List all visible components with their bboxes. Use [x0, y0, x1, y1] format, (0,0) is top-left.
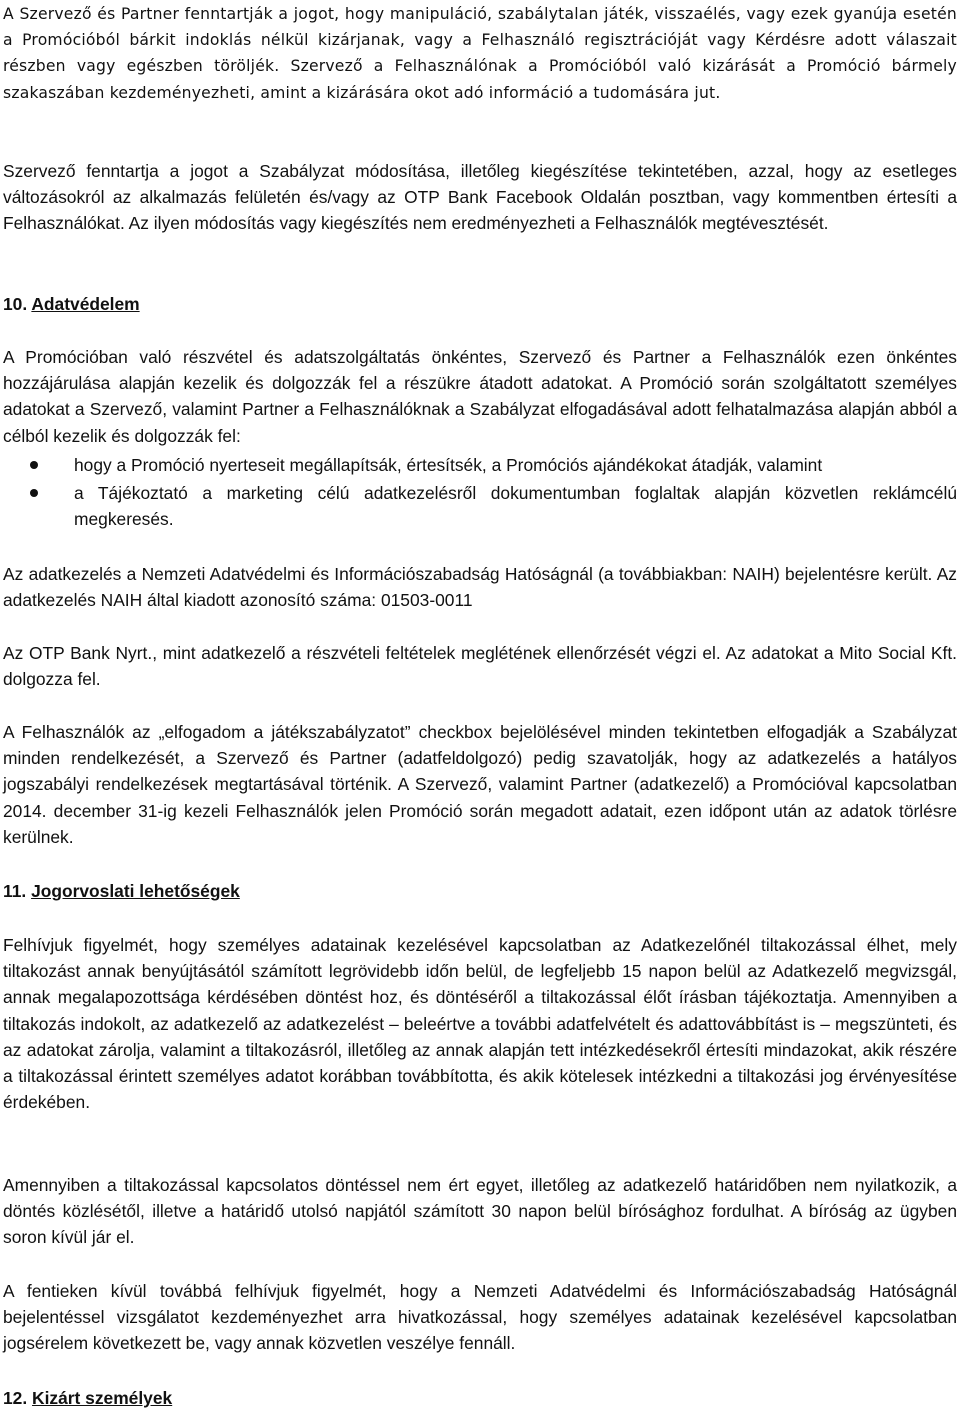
bullet-icon	[30, 489, 38, 497]
purpose-list	[3, 452, 957, 535]
list-item	[3, 452, 957, 478]
list-item-text: hogy a Promóció nyerteseit megállapítsák, értesítsék, a Promóciós ajándékokat átadják, valamint	[74, 455, 823, 475]
section-number: 12.	[3, 1388, 28, 1408]
paragraph-exclusion-rights: A Szervező és Partner fenntartják a jogot, hogy manipuláció, szabálytalan játék, visszaélés, vagy ezek gyanúja esetén a Promócióból bárkit indoklás nélkül kizárjanak, vagy a Felhasználó regisztrációját vagy Kérdésre adott válaszait részben vagy egészben töröljék. Szervező a Felhasználónak a Promócióból való kizárását a Promóció bármely szakaszában kezdeményezheti, amint a kizárására okot adó információ a tudomására jut.	[3, 5, 957, 102]
section-heading-11	[3, 878, 240, 904]
section-heading-12	[3, 1385, 172, 1411]
list-item-text: a Tájékoztató a marketing célú adatkezelésről dokumentumban foglaltak alapján közvetlen reklámcélú megkeresés.	[74, 483, 957, 530]
section-number: 11.	[3, 881, 27, 901]
paragraph-naih-registration: Az adatkezelés a Nemzeti Adatvédelmi és Információszabadság Hatóságnál (a továbbiakban: NAIH) bejelentésre került. Az adatkezelés NAIH által kiadott azonosító száma: 01503-0011	[3, 564, 957, 611]
section-number: 10.	[3, 294, 28, 314]
paragraph-rule-modification: Szervező fenntartja a jogot a Szabályzat módosítása, illetőleg kiegészítése tekintetében, azzal, hogy az esetleges változásokról az alkalmazás felületén és/vagy az OTP Bank Facebook Oldalán posztban, vagy kommentben értesíti a Felhasználókat. Az ilyen módosítás vagy kiegészítés nem eredményezheti a Felhasználók megtévesztését.	[3, 161, 957, 234]
section-title: Adatvédelem	[31, 294, 140, 314]
paragraph-data-processing: A Promócióban való részvétel és adatszolgáltatás önkéntes, Szervező és Partner a Felhasználók ezen önkéntes hozzájárulása alapján kezelik és dolgozzák fel a részükre átadott adatokat. A Promóció során szolgáltatott személyes adatokat a Szervező, valamint Partner a Felhasználóknak a Szabályzat elfogadásával adott felhatalmazása alapján abból a célból kezelik és dolgozzák fel:	[3, 347, 957, 446]
paragraph-objection: Felhívjuk figyelmét, hogy személyes adatainak kezelésével kapcsolatban az Adatkezelőnél tiltakozással élhet, mely tiltakozást annak benyújtásától számított legrövidebb időn belül, de legfeljebb 15 napon belül az Adatkezelő megvizsgál, annak megalapozottsága kérdésében döntést hoz, és döntéséről a tiltakozással élőt írásban tájékoztatja. Amennyiben a tiltakozás indokolt, az adatkezelő az adatkezelést – beleértve a további adatfelvételt és adattovábbítást is – megszünteti, és az adatokat zárolja, valamint a tiltakozásról, illetőleg az annak alapján tett intézkedésekről értesíti mindazokat, akik részére a tiltakozással érintett személyes adatot korábban továbbította, és akik kötelesek intézkedni a tiltakozási jog érvényesítése érdekében.	[3, 935, 957, 1113]
list-item	[3, 480, 957, 532]
section-heading-10	[3, 291, 140, 317]
paragraph-consent: A Felhasználók az „elfogadom a játékszabályzatot” checkbox bejelölésével minden tekintetben elfogadják a Szabályzat minden rendelkezését, a Szervező és Partner (adatfeldolgozó) pedig szavatolják, hogy az adatkezelés a hatályos jogszabályi rendelkezések megtartásával történik. A Szervező, valamint Partner (adatkezelő) a Promócióval kapcsolatban 2014. december 31-ig kezeli Felhasználók jelen Promóció során megadott adatait, ezen időpont után az adatok törlésre kerülnek.	[3, 722, 957, 847]
bullet-icon	[30, 461, 38, 469]
section-title: Kizárt személyek	[32, 1388, 173, 1408]
paragraph-court: Amennyiben a tiltakozással kapcsolatos döntéssel nem ért egyet, illetőleg az adatkezelő határidőben nem nyilatkozik, a döntés közlésétől, illetve a határidő utolsó napjától számított 30 napon belül bírósághoz fordulhat. A bíróság az ügyben soron kívül jár el.	[3, 1175, 957, 1248]
paragraph-naih-complaint: A fentieken kívül továbbá felhívjuk figyelmét, hogy a Nemzeti Adatvédelmi és Információszabadság Hatóságnál bejelentéssel vizsgálatot kezdeményezhet arra hivatkozással, hogy személyes adatainak kezelésével kapcsolatban jogsérelem következett be, vagy annak közvetlen veszélye fennáll.	[3, 1281, 957, 1354]
section-title: Jogorvoslati lehetőségek	[31, 881, 240, 901]
paragraph-data-controller: Az OTP Bank Nyrt., mint adatkezelő a részvételi feltételek meglétének ellenőrzését végzi el. Az adatokat a Mito Social Kft. dolgozza fel.	[3, 643, 957, 690]
